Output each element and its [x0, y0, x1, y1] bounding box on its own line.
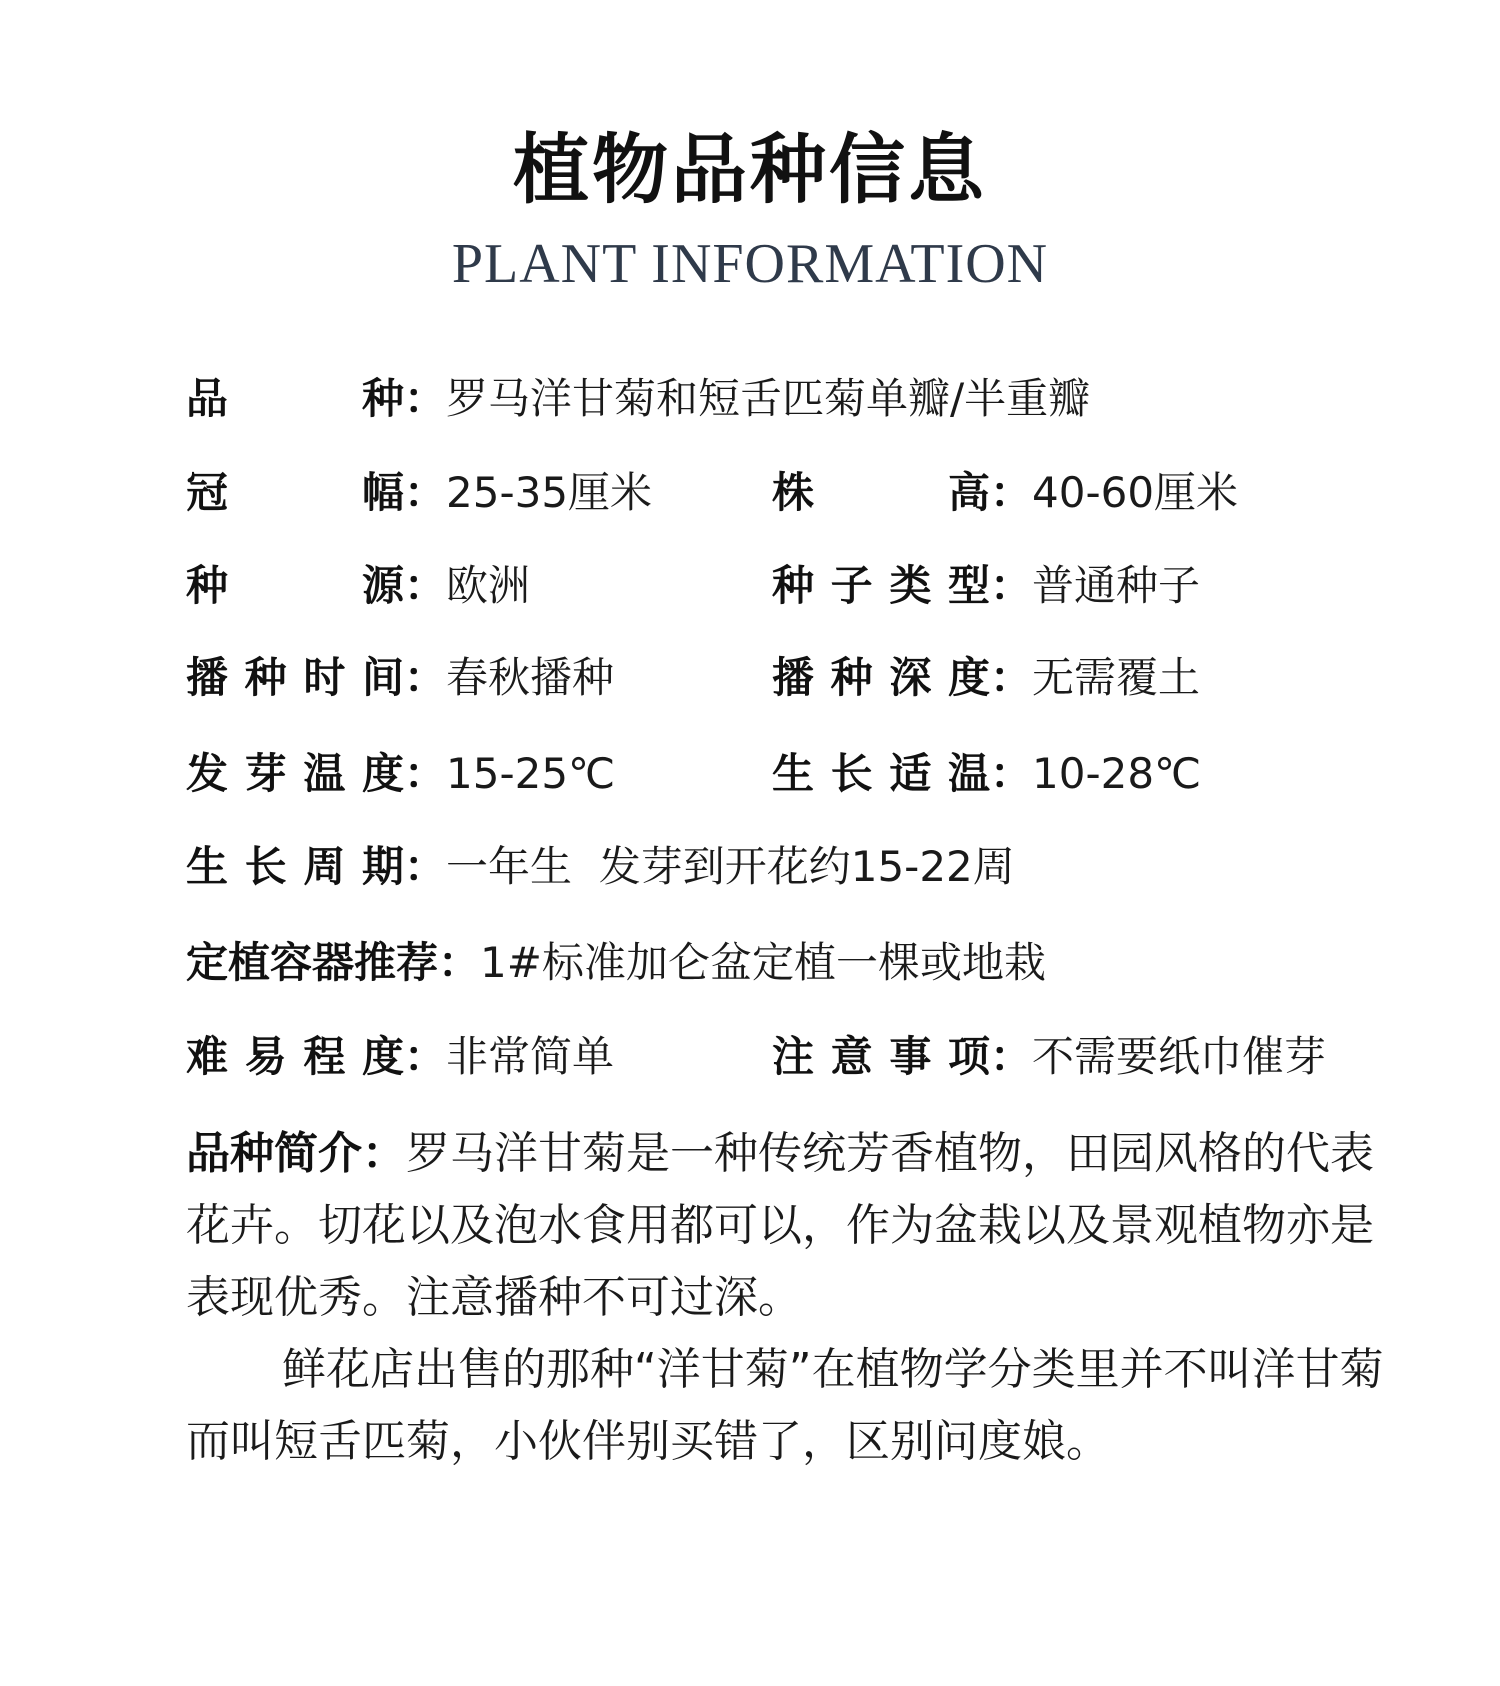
- info-row-container: [186, 938, 1046, 987]
- value-seed-type: 普通种子: [1032, 561, 1201, 610]
- intro-paragraph-2: 鲜花店出售的那种“洋甘菊”在植物学分类里并不叫洋甘菊而叫短舌匹菊，小伙伴别买错了，区别问度娘。: [186, 1344, 1384, 1467]
- colon: ：: [990, 749, 1033, 798]
- value-sowing-time: 春秋播种: [446, 653, 615, 702]
- value-growth-cycle: 一年生 发芽到开花约15-22周: [446, 842, 1015, 891]
- label-germination-temp: 发芽温度: [186, 749, 404, 798]
- colon: ：: [404, 374, 447, 423]
- value-notes: 不需要纸巾催芽: [1032, 1032, 1327, 1081]
- info-row-height: [772, 468, 1239, 517]
- label-plant-height: 株 高: [772, 468, 990, 517]
- colon: ：: [404, 653, 447, 702]
- label-seed-type: 种子类型: [772, 561, 990, 610]
- value-germination-temp: 15-25℃: [446, 749, 616, 798]
- label-sowing-depth: 播种深度: [772, 653, 990, 702]
- intro-text-1: 罗马洋甘菊是一种传统芳香植物，田园风格的代表花卉。切花以及泡水食用都可以，作为盆栽以及景观植物亦是表现优秀。注意播种不可过深。: [186, 1128, 1374, 1323]
- colon: ：: [990, 653, 1033, 702]
- label-variety: 品 种: [186, 374, 404, 423]
- colon: ：: [404, 561, 447, 610]
- info-row-notes: [772, 1032, 1327, 1081]
- colon: ：: [990, 1032, 1033, 1081]
- value-sowing-depth: 无需覆土: [1032, 653, 1201, 702]
- info-row-crown: [186, 468, 653, 517]
- label-growth-cycle: 生长周期: [186, 842, 404, 891]
- label-sowing-time: 播种时间: [186, 653, 404, 702]
- label-notes: 注意事项: [772, 1032, 990, 1081]
- info-row-growth-temp: [772, 749, 1202, 798]
- page-title-en: PLANT INFORMATION: [451, 233, 1049, 295]
- page-title-zh: 植物品种信息: [513, 125, 987, 214]
- value-variety: 罗马洋甘菊和短舌匹菊单瓣/半重瓣: [446, 374, 1091, 423]
- colon: ：: [404, 468, 447, 517]
- colon: ：: [438, 938, 481, 987]
- label-intro: 品种简介: [186, 1128, 362, 1179]
- colon: ：: [990, 561, 1033, 610]
- info-row-difficulty: [186, 1032, 615, 1081]
- label-origin: 种 源: [186, 561, 404, 610]
- info-row-seed-type: [772, 561, 1201, 610]
- label-growth-temp: 生长适温: [772, 749, 990, 798]
- colon: ：: [404, 1032, 447, 1081]
- label-container: 定植容器推荐: [186, 938, 439, 987]
- info-row-variety: [186, 374, 1091, 423]
- info-row-germination-temp: [186, 749, 616, 798]
- value-crown-width: 25-35厘米: [446, 468, 653, 517]
- intro-paragraph-1: [186, 1118, 1392, 1334]
- colon: ：: [990, 468, 1033, 517]
- value-difficulty: 非常简单: [446, 1032, 615, 1081]
- label-crown-width: 冠 幅: [186, 468, 404, 517]
- value-container: 1#标准加仑盆定植一棵或地栽: [480, 938, 1046, 987]
- value-growth-temp: 10-28℃: [1032, 749, 1202, 798]
- value-plant-height: 40-60厘米: [1032, 468, 1239, 517]
- colon: ：: [404, 842, 447, 891]
- colon: ：: [404, 749, 447, 798]
- value-origin: 欧洲: [446, 561, 531, 610]
- variety-intro: [186, 1118, 1392, 1478]
- info-row-sowing-time: [186, 653, 615, 702]
- info-row-growth-cycle: [186, 842, 1015, 891]
- info-row-sowing-depth: [772, 653, 1201, 702]
- colon: ：: [362, 1128, 406, 1179]
- info-row-origin: [186, 561, 531, 610]
- label-difficulty: 难易程度: [186, 1032, 404, 1081]
